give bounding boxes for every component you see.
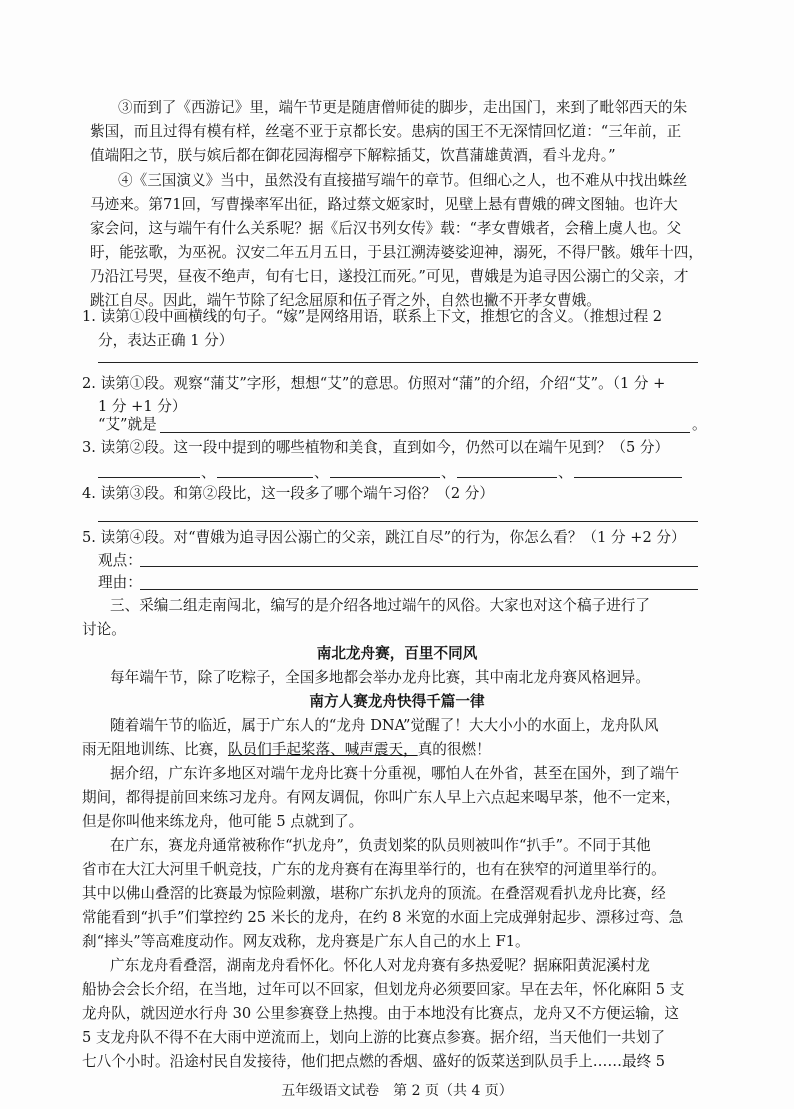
answer-line-q3[interactable] <box>330 477 440 478</box>
question-5: 5. 读第④段。对“曹娥为追寻因公溺亡的父亲，跳江自尽”的行为，你怎么看？（1 分 +2 分） <box>82 529 686 546</box>
separator: 、 <box>558 464 573 481</box>
article-paragraph-line: 随着端午节的临近，属于广东人的“龙舟 DNA”觉醒了！大大小小的水面上，龙舟队风 <box>110 717 659 734</box>
question-2-label: “艾”就是 <box>98 416 157 433</box>
article-title: 南北龙舟赛，百里不同风 <box>316 645 478 662</box>
paragraph-4-line: ④《三国演义》当中，虽然没有直接描写端午的章节。但细心之人，也不难从中找出蛛丝 <box>118 172 688 189</box>
answer-line-q5-reason[interactable] <box>140 589 698 590</box>
paragraph-4-line: 家会问，这与端午有什么关系呢？据《后汉书列女传》载：“孝女曹娥者，会稽上虞人也。父 <box>90 220 682 237</box>
answer-line-q4[interactable] <box>98 521 698 522</box>
paragraph-3-line: ③而到了《西游记》里，端午节更是随唐僧师徒的脚步，走出国门，来到了毗邻西天的朱 <box>118 99 688 116</box>
paragraph-4-line: 马迹来。第71回，写曹操率军出征，路过蔡文姬家时，见壁上悬有曹娥的碑文图轴。也许大 <box>90 196 678 213</box>
article-paragraph-line: 5 支龙舟队不得不在大雨中逆流而上，划向上游的比赛点参赛。据介绍，当天他们一共划了 <box>82 1029 666 1046</box>
article-paragraph-line: 刹“摔头”等高难度动作。网友戏称，龙舟赛是广东人自己的水上 F1。 <box>82 933 530 950</box>
answer-line-q3[interactable] <box>98 477 200 478</box>
article-paragraph-line: 雨无阻地训练、比赛，队员们手起桨落、喊声震天，真的很燃！ <box>82 741 491 758</box>
question-1: 1. 读第①段中画横线的句子。“嫁”是网络用语，联系上下文，推想它的含义。（推想过程 2 <box>82 308 663 325</box>
paragraph-3-line: 紫国，而且过得有模有样，丝毫不亚于京都长安。患病的国王不无深情回忆道：“三年前，正 <box>90 123 682 140</box>
answer-line-q3[interactable] <box>574 477 682 478</box>
paragraph-4-line: 盱，能弦歌，为巫祝。汉安二年五月五日，于县江溯涛婆娑迎神，溺死，不得尸骸。娥年十四， <box>90 244 703 261</box>
page-footer: 五年级语文试卷 第 2 页（共 4 页） <box>281 1083 513 1099</box>
question-5-reason-label: 理由： <box>98 574 142 591</box>
answer-line-q3[interactable] <box>217 477 313 478</box>
question-2-cont: 1 分 +1 分） <box>98 398 187 415</box>
separator: 、 <box>201 464 216 481</box>
separator: 、 <box>441 464 456 481</box>
article-paragraph-line: 在广东，赛龙舟通常被称作“扒龙舟”，负责划桨的队员则被叫作“扒手”。不同于其他 <box>110 837 651 854</box>
article-paragraph-line: 龙舟队，就因逆水行舟 30 公里参赛登上热搜。由于本地没有比赛点，龙舟又不方便运输，这 <box>82 1005 680 1022</box>
article-paragraph-line: 常能看到“扒手”们掌控约 25 米长的龙舟，在约 8 米宽的水面上完成弹射起步、漂移过弯、急 <box>82 909 684 926</box>
question-2-end: 。 <box>692 416 707 433</box>
section-3-intro: 讨论。 <box>82 621 126 638</box>
paragraph-4-line: 跳江自尽。因此，端午节除了纪念屈原和伍子胥之外，自然也撇不开孝女曹娥。 <box>90 292 601 309</box>
question-2: 2. 读第①段。观察“蒲艾”字形，想想“艾”的意思。仿照对“蒲”的介绍，介绍“艾”。（1 分 + <box>82 375 666 392</box>
question-3: 3. 读第②段。这一段中提到的哪些植物和美食，直到如今，仍然可以在端午见到？（5 分） <box>82 439 670 456</box>
article-intro: 每年端午节，除了吃粽子，全国多地都会举办龙舟比赛，其中南北龙舟赛风格迥异。 <box>110 669 650 686</box>
article-paragraph-line: 其中以佛山叠滘的比赛最为惊险刺激，堪称广东扒龙舟的顶流。在叠滘观看扒龙舟比赛，经 <box>82 885 666 902</box>
paragraph-4-line: 乃沿江号哭，昼夜不绝声，旬有七日，遂投江而死。”可见，曹娥是为追寻因公溺亡的父亲，才 <box>90 268 689 285</box>
article-subtitle: 南方人赛龙舟快得千篇一律 <box>309 693 485 710</box>
answer-line-q2[interactable] <box>160 432 690 433</box>
article-paragraph-line: 七八个小时。沿途村民自发接待，他们把点燃的香烟、盛好的饭菜送到队员手上……最终 5 <box>82 1053 666 1070</box>
article-paragraph-line: 省市在大江大河里千帆竞技，广东的龙舟赛有在海里举行的，也有在狭窄的河道里举行的。 <box>82 861 666 878</box>
article-paragraph-line: 广东龙舟看叠滘，湖南龙舟看怀化。怀化人对龙舟赛有多热爱呢？据麻阳黄泥溪村龙 <box>110 957 650 974</box>
article-paragraph-line: 据介绍，广东许多地区对端午龙舟比赛十分重视，哪怕人在外省，甚至在国外，到了端午 <box>110 765 680 782</box>
answer-line-q1[interactable] <box>98 362 698 363</box>
question-4: 4. 读第③段。和第②段比，这一段多了哪个端午习俗？（2 分） <box>82 485 494 502</box>
separator: 、 <box>314 464 329 481</box>
paragraph-3-line: 值端阳之节，朕与嫔后都在御花园海榴亭下解粽插艾，饮菖蒲雄黄酒，看斗龙舟。” <box>90 147 616 164</box>
question-1-cont: 分，表达正确 1 分） <box>98 332 234 349</box>
underlined-phrase: 队员们手起桨落、喊声震天， <box>227 741 418 758</box>
answer-line-q3[interactable] <box>457 477 557 478</box>
section-3-intro: 三、采编二组走南闯北，编写的是介绍各地过端午的风俗。大家也对这个稿子进行了 <box>110 597 650 614</box>
article-paragraph-line: 期间，都得提前回来练习龙舟。有网友调侃，你叫广东人早上六点起来喝早茶，他不一定来， <box>82 789 681 806</box>
article-paragraph-line: 船协会会长介绍，在当地，过年可以不回家，但划龙舟必须要回家。早在去年，怀化麻阳 5 支 <box>82 981 685 998</box>
question-5-view-label: 观点： <box>98 552 142 569</box>
answer-line-q5-view[interactable] <box>140 566 698 567</box>
article-paragraph-line: 但是你叫他来练龙舟，他可能 5 点就到了。 <box>82 813 364 830</box>
